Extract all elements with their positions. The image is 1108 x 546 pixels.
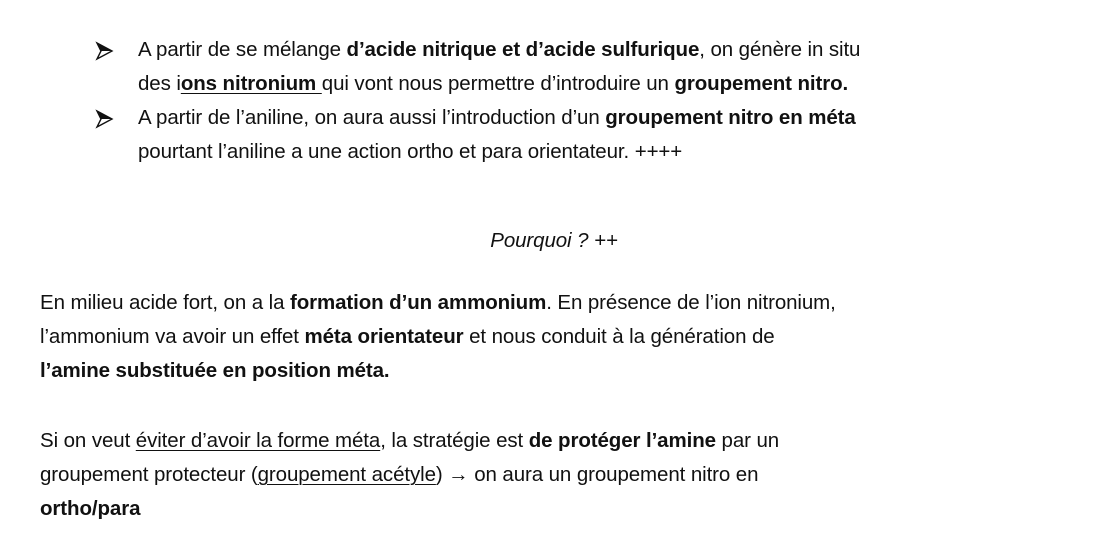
text-run: . En présence de l’ion nitronium, [546, 291, 836, 314]
text-run: groupement protecteur ( [40, 463, 258, 486]
text-run: par un [715, 429, 780, 452]
bold-text: formation d’un ammonium [289, 291, 547, 314]
bullet-1-line-1 [138, 34, 860, 66]
text-run: , la stratégie est [380, 429, 529, 452]
paragraph-2-line-2 [40, 459, 758, 491]
text-run: qui vont nous permettre d’introduire un [321, 72, 675, 95]
text-run: des i [138, 72, 181, 95]
paragraph-2-line-1 [40, 425, 779, 457]
text-run: A partir de l’aniline, on aura aussi l’introduction d’un [138, 106, 606, 129]
paragraph-1-line-3 [40, 355, 390, 387]
text-run: l’ammonium va avoir un effet [40, 325, 305, 348]
arrowhead-bullet-icon [94, 41, 114, 61]
text-run: A partir de se mélange [138, 38, 347, 61]
paragraph-1-line-1 [40, 287, 836, 319]
bullet-2-line-2 [138, 136, 682, 168]
underlined-text: groupement acétyle [257, 463, 436, 486]
bold-text: groupement nitro en méta [605, 106, 856, 129]
bold-text: l’amine substituée en position méta. [40, 359, 390, 382]
arrowhead-bullet-icon [94, 109, 114, 129]
paragraph-2-line-3 [40, 493, 140, 525]
text-run: pourtant l’aniline a une action ortho et para orientateur. ++++ [138, 140, 683, 163]
underlined-bold-text: ons nitronium [180, 72, 322, 95]
bold-text: groupement nitro. [674, 72, 849, 95]
underlined-text: éviter d’avoir la forme méta [135, 429, 381, 452]
bold-text: de protéger l’amine [528, 429, 716, 452]
text-run: et nous conduit à la génération de [463, 325, 775, 348]
text-run: En milieu acide fort, on a la [40, 291, 290, 314]
bold-text: ortho/para [40, 497, 141, 520]
text-run: , on génère in situ [699, 38, 861, 61]
bullet-2-line-1 [138, 102, 856, 134]
text-run: Si on veut [40, 429, 136, 452]
text-run: ) → on aura un groupement nitro en [435, 463, 759, 486]
bullet-1-line-2 [138, 68, 848, 100]
question-heading: Pourquoi ? ++ [490, 229, 618, 252]
bold-text: d’acide nitrique et d’acide sulfurique [346, 38, 700, 61]
paragraph-1-line-2 [40, 321, 775, 353]
bold-text: méta orientateur [304, 325, 464, 348]
